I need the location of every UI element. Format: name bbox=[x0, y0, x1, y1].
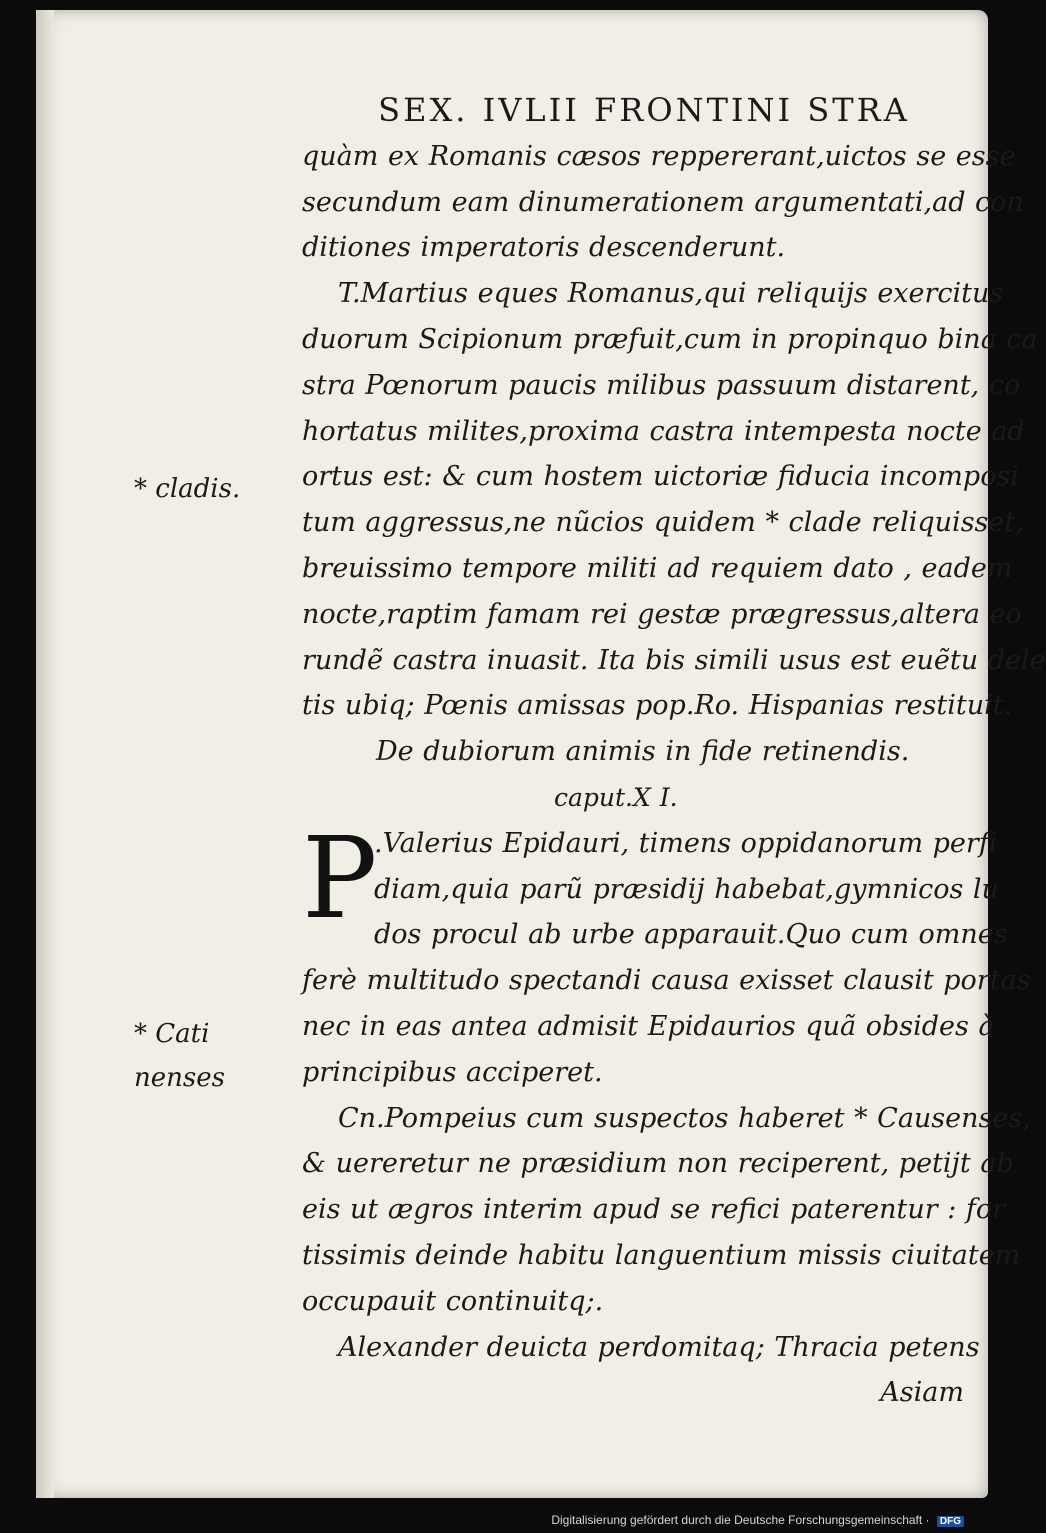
text-line: tis ubiq; Pœnis amissas pop.Ro. Hispanias restituit. bbox=[302, 690, 1013, 722]
margin-note-catinenses-1: * Cati bbox=[134, 1019, 210, 1049]
dfg-logo-icon: DFG bbox=[937, 1516, 964, 1527]
text-line: nocte,raptim famam rei gestæ prægressus,altera eo bbox=[302, 598, 1022, 630]
text-line: stra Pœnorum paucis milibus passuum distarent, co bbox=[302, 369, 1021, 401]
text-line: tum aggressus,ne nũcios quidem * clade reliquisset, bbox=[302, 507, 1024, 539]
catchword: Asiam bbox=[880, 1377, 964, 1409]
text-line: quàm ex Romanis cæsos reppererant,uictos se esse bbox=[302, 140, 1016, 172]
text-line: principibus acciperet. bbox=[302, 1056, 603, 1088]
text-line: nec in eas antea admisit Epidaurios quã obsides à bbox=[302, 1010, 995, 1042]
text-line: ortus est: & cum hostem uictoriæ fiducia incomposi bbox=[302, 461, 1019, 493]
margin-note-cladis: * cladis. bbox=[134, 474, 241, 504]
margin-note-catinenses-2: nenses bbox=[134, 1063, 225, 1093]
text-line: T.Martius eques Romanus,qui reliquijs exercitus bbox=[338, 278, 1004, 310]
chapter-number: caput.X I. bbox=[554, 782, 678, 812]
text-line: duorum Scipionum præfuit,cum in propinquo bina ca bbox=[302, 323, 1038, 355]
dropcap-paragraph bbox=[302, 813, 1008, 958]
text-line: eis ut ægros interim apud se refici paterentur : for bbox=[302, 1194, 1006, 1226]
footer-text: Digitalisierung gefördert durch die Deutsche Forschungsgemeinschaft bbox=[551, 1513, 923, 1527]
text-line: tissimis deinde habitu languentium missis ciuitatem bbox=[302, 1239, 1021, 1271]
text-line: & uereretur ne præsidium non reciperent, petijt ab bbox=[302, 1148, 1014, 1180]
text-line: breuissimo tempore militi ad requiem dato , eadem bbox=[302, 552, 1013, 584]
text-line: occupauit continuitq;. bbox=[302, 1285, 604, 1317]
text-line: secundum eam dinumerationem argumentati,ad con bbox=[302, 186, 1024, 218]
text-line: hortatus milites,proxima castra intempesta nocte ad bbox=[302, 415, 1025, 447]
text-line: Cn.Pompeius cum suspectos haberet * Causenses, bbox=[338, 1102, 1031, 1134]
text-line: ditiones imperatoris descenderunt. bbox=[302, 232, 786, 264]
dropcap-letter: P bbox=[302, 813, 378, 944]
text-line: .Valerius Epidauri, timens oppidanorum perfi bbox=[374, 827, 997, 859]
book-page bbox=[36, 10, 1046, 1498]
text-line: dos procul ab urbe apparauit.Quo cum omnes bbox=[374, 919, 1008, 951]
section-heading: De dubiorum animis in fide retinendis. bbox=[376, 736, 910, 768]
body-text bbox=[302, 88, 1046, 1416]
text-line: Alexander deuicta perdomitaq; Thracia petens bbox=[338, 1331, 980, 1363]
text-line: ferè multitudo spectandi causa exisset clausit portas bbox=[302, 965, 1031, 997]
text-line: diam,quia parũ præsidij habebat,gymnicos lu bbox=[374, 873, 999, 905]
running-header: SEX. IVLII FRONTINI STRA bbox=[378, 91, 910, 129]
text-line: rundẽ castra inuasit. Ita bis simili usus est euẽtu dele bbox=[302, 644, 1046, 676]
digitization-footer: Digitalisierung gefördert durch die Deutsche Forschungsgemeinschaft · DFG bbox=[551, 1513, 964, 1527]
